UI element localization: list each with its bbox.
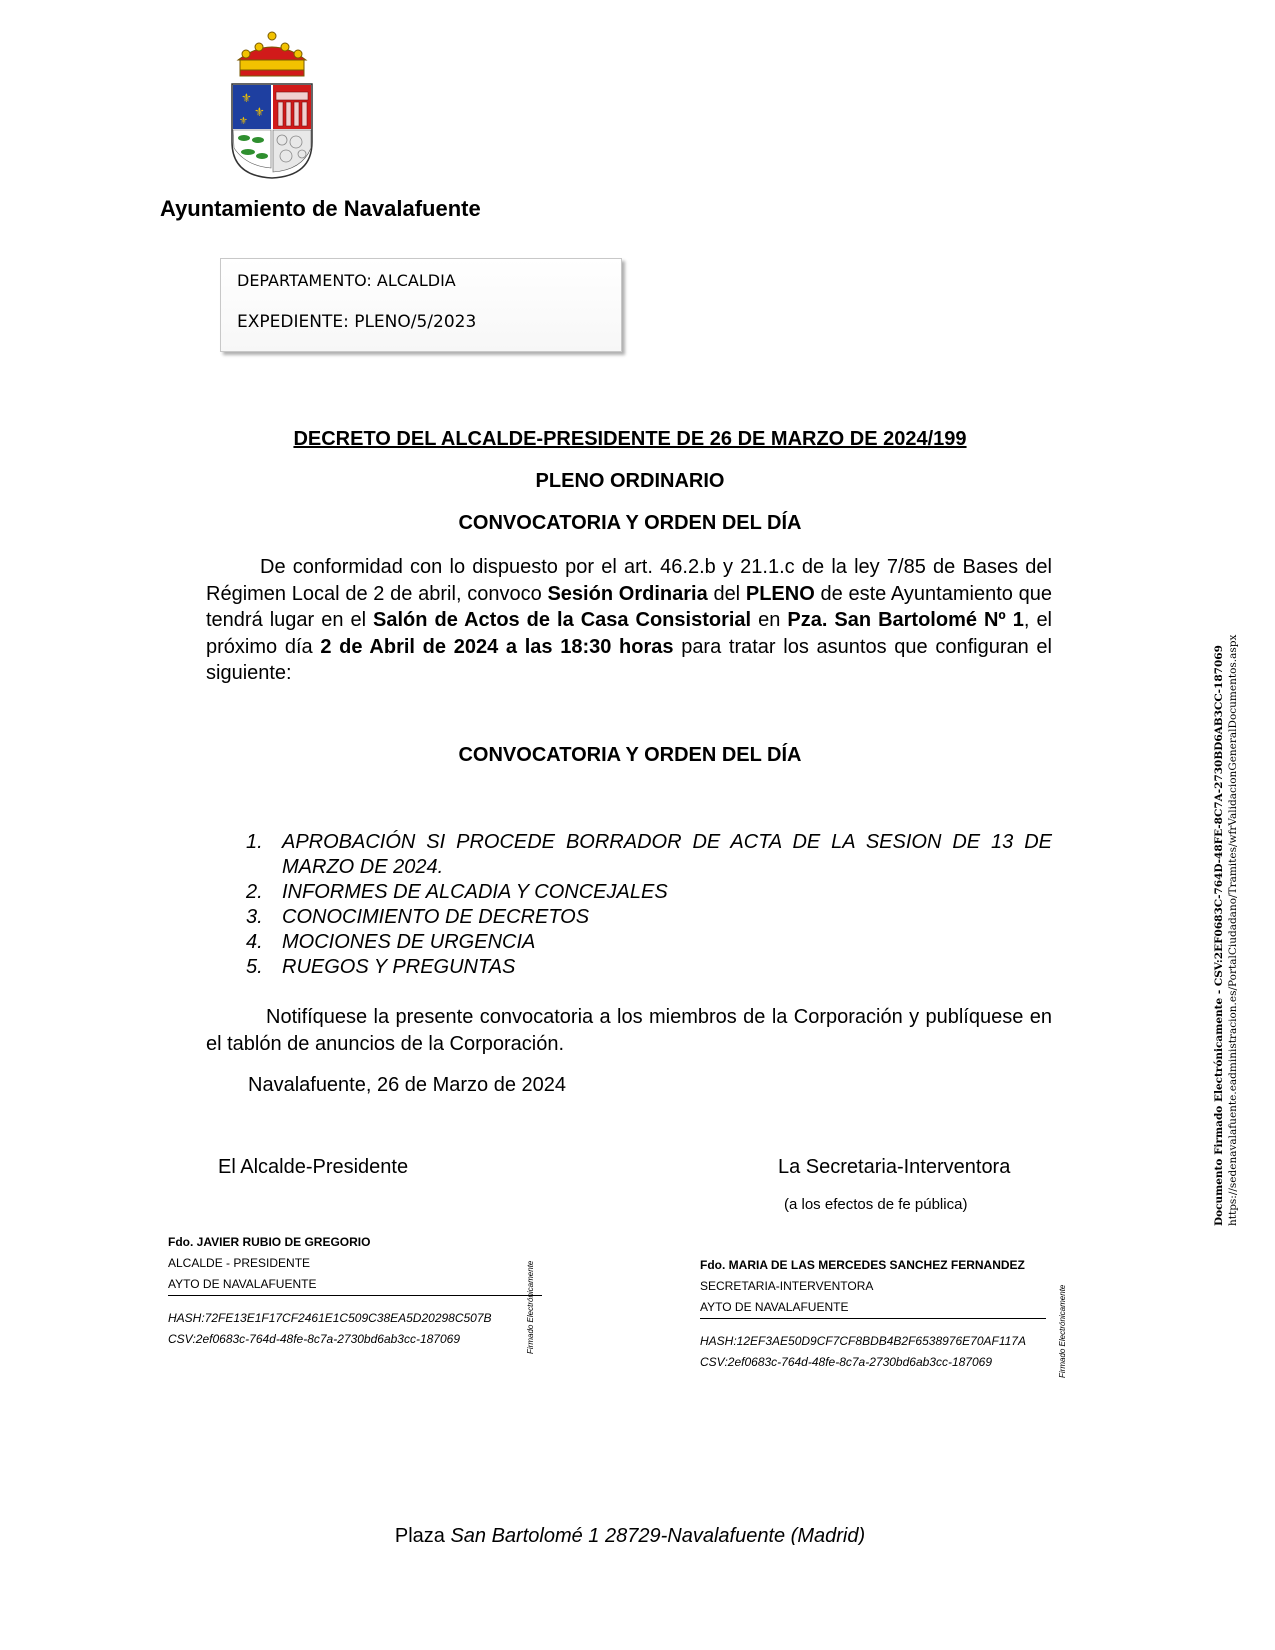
validation-url[interactable]: https://sedenavalafuente.eadministracion.es/PortalCiudadano/Tramites/wfrValidacionGeneralDocumentos.aspx (1227, 634, 1239, 1226)
signer-entity: AYTO DE NAVALAFUENTE (168, 1274, 542, 1296)
intro-text: De conformidad con lo dispuesto por el art. 46.2.b y 21.1.c de la ley 7/85 de Bases del Régimen Local de 2 de abril, convoco (206, 556, 1052, 605)
signature-hash (168, 1308, 542, 1350)
agenda-text: APROBACIÓN SI PROCEDE BORRADOR DE ACTA DE LA SESION DE 13 DE MARZO DE 2024. (282, 831, 1052, 878)
csv-value: CSV:2ef0683c-764d-48fe-8c7a-2730bd6ab3cc-187069 (700, 1355, 993, 1369)
agenda-list (246, 830, 1052, 980)
secretary-role-note: (a los efectos de fe pública) (784, 1196, 968, 1213)
agenda-item (246, 880, 1052, 905)
footer-text: San Bartolomé 1 28729-Navalafuente (Madrid) (450, 1525, 866, 1545)
agenda-number: 3. (246, 906, 263, 928)
csv-validation-stamp (1212, 635, 1240, 1226)
agenda-item (246, 955, 1052, 980)
mayor-role-label: El Alcalde-Presidente (218, 1156, 409, 1178)
agenda-text: CONOCIMIENTO DE DECRETOS (282, 906, 590, 928)
agenda-number: 1. (246, 831, 263, 853)
svg-text:⚜: ⚜ (254, 105, 265, 119)
agenda-number: 5. (246, 956, 263, 978)
agenda-item (246, 905, 1052, 930)
address-emphasis: Pza. San Bartolomé Nº 1 (787, 609, 1024, 631)
venue-emphasis: Salón de Actos de la Casa Consistorial (373, 609, 752, 631)
signer-name: Fdo. JAVIER RUBIO DE GREGORIO (168, 1235, 371, 1249)
decree-title: DECRETO DEL ALCALDE-PRESIDENTE DE 26 DE MARZO DE 2024/199 (293, 428, 967, 450)
agenda-text: MOCIONES DE URGENCIA (282, 931, 536, 953)
footer-address (200, 1525, 1060, 1545)
secretary-role-label: La Secretaria-Interventora (778, 1156, 1011, 1178)
signer-position: ALCALDE - PRESIDENTE (168, 1256, 311, 1270)
footer-text: Plaza (394, 1525, 451, 1545)
shield-icon (232, 84, 312, 178)
agenda-heading: CONVOCATORIA Y ORDEN DEL DÍA (458, 744, 802, 766)
notice-paragraph: Notifíquese la presente convocatoria a los miembros de la Corporación y publíquese en el tablón de anuncios de la Corporación. (206, 1006, 1052, 1055)
electronic-signature-stamp: Firmado Electrónicamente (1058, 1284, 1067, 1378)
signer-entity: AYTO DE NAVALAFUENTE (700, 1297, 1046, 1319)
file-info-box (220, 258, 622, 352)
body-emphasis: PLENO (745, 582, 815, 605)
svg-text:⚜: ⚜ (241, 91, 252, 105)
signature-hash (700, 1331, 1046, 1373)
intro-paragraph (206, 554, 1052, 687)
secretary-signature-block (700, 1255, 1046, 1373)
organization-name: Ayuntamiento de Navalafuente (160, 196, 481, 221)
svg-text:⚜: ⚜ (239, 116, 248, 127)
agenda-item (246, 930, 1052, 955)
intro-text: en (751, 609, 788, 631)
convocation-heading: CONVOCATORIA Y ORDEN DEL DÍA (458, 512, 802, 534)
agenda-text: INFORMES DE ALCADIA Y CONCEJALES (282, 881, 668, 903)
session-type-heading: PLENO ORDINARIO (535, 470, 725, 492)
agenda-text: RUEGOS Y PREGUNTAS (282, 956, 516, 978)
agenda-number: 2. (246, 881, 263, 903)
csv-label: Documento Firmado Electrónicamente - CSV:2EF0683C-764D-48FE-8C7A-2730BD6AB3CC-187069 (1213, 645, 1225, 1226)
signer-name: Fdo. MARIA DE LAS MERCEDES SANCHEZ FERNANDEZ (700, 1258, 1025, 1272)
hash-value: HASH:12EF3AE50D9CF7CF8BDB4B2F6538976E70AF117A (700, 1334, 1026, 1348)
place-and-date: Navalafuente, 26 de Marzo de 2024 (248, 1074, 566, 1096)
intro-text: del (707, 582, 746, 605)
mayor-signature-block (168, 1232, 542, 1350)
department-label: DEPARTAMENTO: ALCALDIA (237, 271, 456, 290)
csv-value: CSV:2ef0683c-764d-48fe-8c7a-2730bd6ab3cc-187069 (168, 1332, 461, 1346)
agenda-item (246, 830, 1052, 880)
intro-text: de este Ayuntamiento que tendrá lugar en el (206, 582, 1052, 631)
electronic-signature-stamp: Firmado Electrónicamente (526, 1260, 535, 1354)
coat-of-arms-logo (226, 30, 318, 180)
signer-position: SECRETARIA-INTERVENTORA (700, 1279, 874, 1293)
session-type-emphasis: Sesión Ordinaria (547, 582, 708, 605)
agenda-number: 4. (246, 931, 263, 953)
intro-text: , el próximo día (206, 609, 1053, 658)
hash-value: HASH:72FE13E1F17CF2461E1C509C38EA5D20298C507B (168, 1311, 492, 1325)
datetime-emphasis: 2 de Abril de 2024 a las 18:30 horas (320, 635, 674, 658)
crown-icon (238, 32, 306, 76)
file-number-label: EXPEDIENTE: PLENO/5/2023 (237, 312, 477, 332)
intro-text: para tratar los asuntos que configuran el siguiente: (206, 635, 1052, 684)
